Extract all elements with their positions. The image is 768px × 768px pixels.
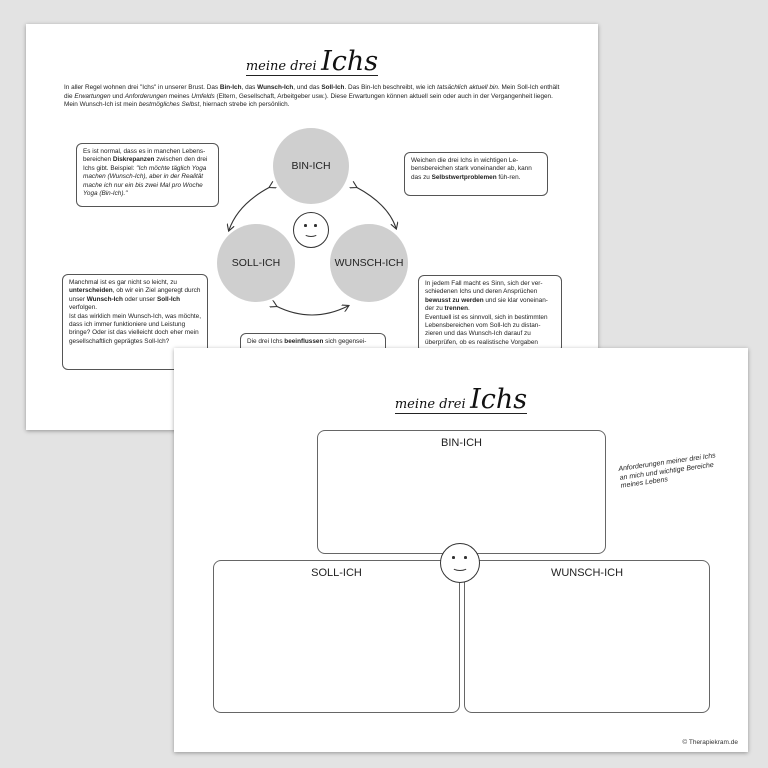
title-script-big: Ichs [470, 384, 528, 415]
smiley-icon [440, 543, 480, 583]
title-script-big: Ichs [321, 46, 379, 77]
soll-ich-label: SOLL-ICH [311, 567, 362, 579]
worksheet-title [174, 384, 748, 414]
copyright-notice: © Therapiekram.de [682, 739, 738, 746]
info-bubble-discrepancies: Es ist normal, dass es in manchen Lebens-bereichen Diskrepanzen zwischen den drei Ichs gibt. Beispiel: "Ich möchte täglich Yoga machen (Wunsch-Ich), aber in der Realität mache ich nur ein bis zwei Mal pro Woche Yoga (Bin-Ich)." [76, 143, 219, 207]
wunsch-ich-label: WUNSCH-ICH [550, 567, 624, 579]
bin-ich-label: BIN-ICH [441, 437, 482, 449]
info-bubble-influence: Die drei Ichs beeinflussen sich gegensei- [240, 333, 386, 357]
smiley-icon [293, 212, 329, 248]
requirements-note: Anforderungen meiner drei Ichs an mich und wichtige Bereiche meines Lebens [618, 452, 717, 490]
blank-worksheet [174, 348, 748, 752]
intro-paragraph: In aller Regel wohnen drei "Ichs" in unserer Brust. Das Bin-Ich, das Wunsch-Ich, und das Soll-Ich. Das Bin-Ich beschreibt, wie ich tatsächlich aktuell bin. Mein Soll-Ich enthält die Erwartungen und Anforderungen meines Umfelds (Eltern, Gesellschaft, Arbeitgeber usw.). Diese Erwartungen können aktuell sein oder auch in der Vergangenheit liegen. Mein Wunsch-Ich ist mein bestmögliches Selbst, hiernach strebe ich persönlich. [64, 84, 560, 109]
info-bubble-distinguish: Manchmal ist es gar nicht so leicht, zu unterscheiden, ob wir ein Ziel angeregt durch unser Wunsch-Ich oder unser Soll-Ich verfolgen. Ist das wirklich mein Wunsch-Ich, was möchte, dass ich immer funktioniere und Leistung bringe? Oder ist das vielleicht doch eher mein gesellschaftlich geprägtes Soll-Ich? [62, 274, 208, 370]
wunsch-ich-box[interactable] [464, 560, 710, 713]
title-script-small: meine drei [245, 59, 317, 74]
title-script-small: meine drei [394, 397, 466, 412]
arrow-bin-wunsch [356, 187, 396, 228]
arrow-soll-wunsch [276, 306, 348, 315]
soll-ich-circle: SOLL-ICH [217, 224, 295, 302]
info-bubble-separate: In jedem Fall macht es Sinn, sich der ver-schiedenen Ichs und deren Ansprüchen bewusst zu werden und sie klar voneinan-der zu trennen. Eventuell ist es sinnvoll, sich in bestimmten Lebensbereichen vom Soll-Ich zu distan-zieren und das Wunsch-Ich darauf zu überprüfen, ob es realistische Vorgaben [418, 275, 562, 353]
info-bubble-self-esteem: Weichen die drei Ichs in wichtigen Le-bensbereichen stark voneinander ab, kann das zu Selbstwertproblemen füh-ren. [404, 152, 548, 196]
bin-ich-circle: BIN-ICH [273, 128, 349, 204]
soll-ich-box[interactable] [213, 560, 460, 713]
wunsch-ich-circle: WUNSCH-ICH [330, 224, 408, 302]
